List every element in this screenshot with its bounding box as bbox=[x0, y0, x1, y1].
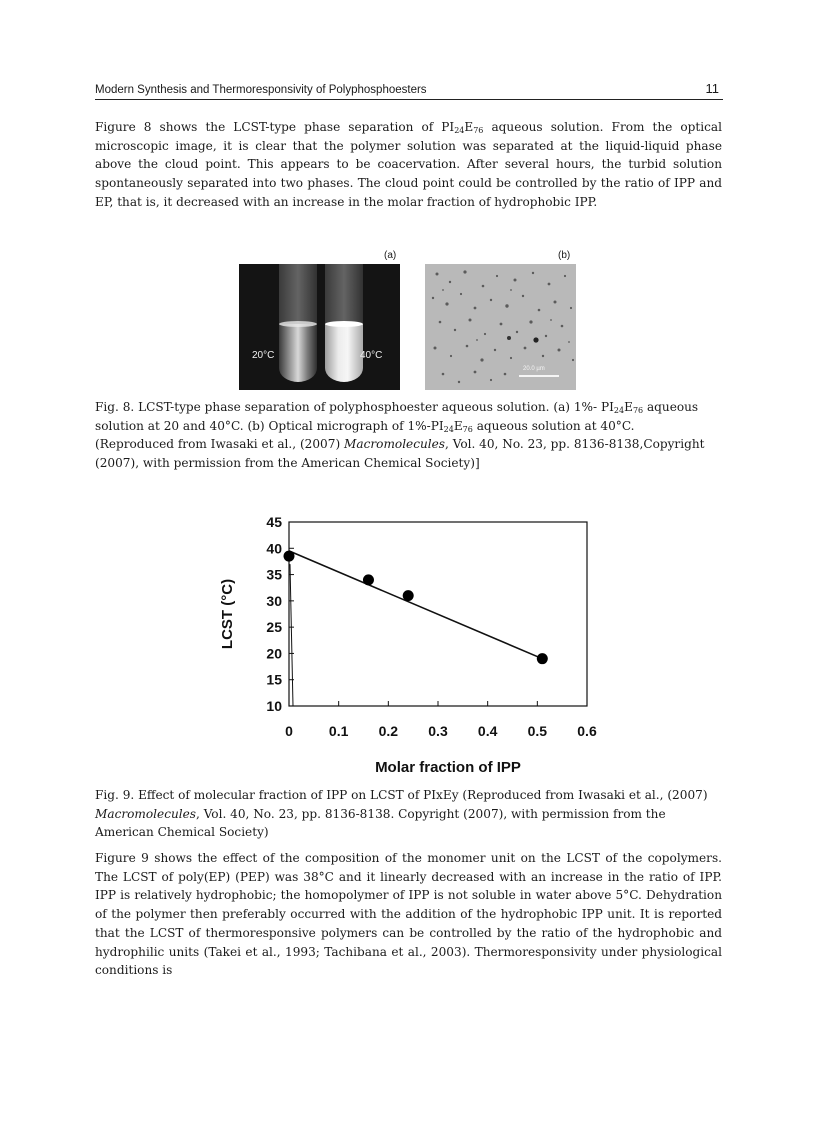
x-tick-label: 0 bbox=[285, 723, 293, 739]
x-tick-label: 0.4 bbox=[477, 723, 498, 739]
cap8-text-5: aqueous solution at 40°C. (Reproduced from Iwasaki et al., (2007) bbox=[95, 418, 635, 452]
temp-label-40c: 40°C bbox=[360, 350, 383, 361]
para1-text-2: E bbox=[464, 120, 474, 134]
y-tick-label: 10 bbox=[266, 698, 282, 714]
y-tick-label: 35 bbox=[266, 566, 282, 583]
panel-a-label: (a) bbox=[384, 250, 397, 261]
fit-line bbox=[289, 551, 542, 659]
y-tick-label: 15 bbox=[266, 671, 282, 688]
running-title: Modern Synthesis and Thermoresponsivity of Polyphosphoesters bbox=[95, 84, 427, 96]
micrograph-droplets bbox=[425, 264, 576, 390]
lcst-chart-svg bbox=[210, 508, 610, 783]
para1-text-3: aqueous solution. From the optical microscopic image, it is clear that the polymer solution was separated at the liquid-liquid phase above the cloud point. This appears to be coacervation. After several hours, the turbid solution spontaneously separated into two phases. The cloud point could be controlled by the ratio of IPP and EP, that is, it decreased with an increase in the molar fraction of hydrophobic IPP. bbox=[95, 120, 722, 209]
figure-9-chart bbox=[210, 508, 610, 783]
cap9-journal: Macromolecules bbox=[95, 806, 196, 821]
y-tick-label: 40 bbox=[266, 540, 282, 557]
x-tick-label: 0.3 bbox=[428, 723, 448, 739]
data-point bbox=[403, 590, 414, 601]
x-tick-label: 0.5 bbox=[527, 723, 548, 739]
paragraph-figure9-discussion: Figure 9 shows the effect of the composition of the monomer unit on the LCST of the copolymers. The LCST of poly(EP) (PEP) was 38°C and it linearly decreased with an increase in the ratio of IPP. IPP is relatively hydrophobic; the homopolymer of IPP is not soluble in water above 5°C. Dehydration of the polymer then preferably occurred with the addition of the hydrophobic IPP unit. It is reported that the LCST of thermoresponsive polymers can be controlled by the ratio of the hydrophobic and hydrophilic units (Takei et al., 1993; Tachibana et al., 2003). Thermoresponsivity under physiological conditions is bbox=[95, 851, 722, 978]
data-point bbox=[284, 551, 295, 562]
temp-label-20c: 20°C bbox=[252, 350, 275, 361]
x-tick-label: 0.1 bbox=[328, 723, 349, 739]
page-number: 11 bbox=[705, 81, 719, 96]
cap8-text-6: , Vol. 40, No. 23, pp. 8136-8138,Copyright (2007), with permission from the American Chemical Society)] bbox=[95, 437, 705, 471]
data-point bbox=[537, 653, 548, 664]
data-point bbox=[363, 574, 374, 585]
test-tubes-photo bbox=[239, 264, 400, 390]
axis-artefact-line bbox=[290, 564, 293, 706]
test-tubes-illustration bbox=[239, 264, 400, 390]
x-axis-label: Molar fraction of IPP bbox=[375, 759, 521, 776]
scale-bar bbox=[519, 375, 559, 377]
y-tick-label: 30 bbox=[266, 592, 282, 609]
cap8-sub-4: 76 bbox=[462, 424, 473, 434]
cap8-text-3: aqueous solution at 20 and 40°C. (b) Optical micrograph of 1%-PI bbox=[95, 400, 699, 433]
x-tick-label: 0.6 bbox=[577, 723, 597, 739]
cap8-text-4: E bbox=[453, 418, 463, 433]
figure-8 bbox=[239, 246, 579, 392]
scale-bar-label: 20.0 µm bbox=[523, 366, 545, 372]
y-tick-label: 45 bbox=[266, 514, 282, 530]
x-tick-label: 0.2 bbox=[378, 723, 399, 739]
paragraph-figure8-description bbox=[95, 118, 722, 212]
cap9-text-2: , Vol. 40, No. 23, pp. 8136-8138. Copyright (2007), with permission from the American Chemical Society) bbox=[95, 806, 666, 840]
para1-sub-1: 24 bbox=[454, 126, 465, 135]
cap8-journal: Macromolecules bbox=[344, 437, 446, 452]
y-axis-label: LCST (°C) bbox=[219, 578, 236, 650]
cap8-sub-1: 24 bbox=[613, 406, 625, 415]
y-tick-label: 20 bbox=[266, 645, 282, 662]
panel-b-label: (b) bbox=[558, 250, 571, 261]
cap8-text-2: E bbox=[624, 400, 633, 414]
optical-micrograph bbox=[425, 264, 576, 390]
running-head bbox=[95, 81, 723, 100]
para1-text-1: Figure 8 shows the LCST-type phase separation of PI bbox=[95, 120, 455, 134]
para1-sub-2: 76 bbox=[473, 126, 484, 135]
cap8-sub-2: 76 bbox=[632, 406, 644, 415]
cap8-sub-3: 24 bbox=[443, 424, 454, 434]
cap9-text-1: Fig. 9. Effect of molecular fraction of IPP on LCST of PIxEy (Reproduced from Iwasaki et al., (2007) bbox=[95, 788, 708, 802]
figure-8-caption bbox=[95, 398, 715, 473]
figure-9-caption bbox=[95, 786, 715, 842]
y-tick-label: 25 bbox=[266, 619, 282, 636]
cap8-text-1: Fig. 8. LCST-type phase separation of polyphosphoester aqueous solution. (a) 1%- PI bbox=[95, 400, 614, 414]
